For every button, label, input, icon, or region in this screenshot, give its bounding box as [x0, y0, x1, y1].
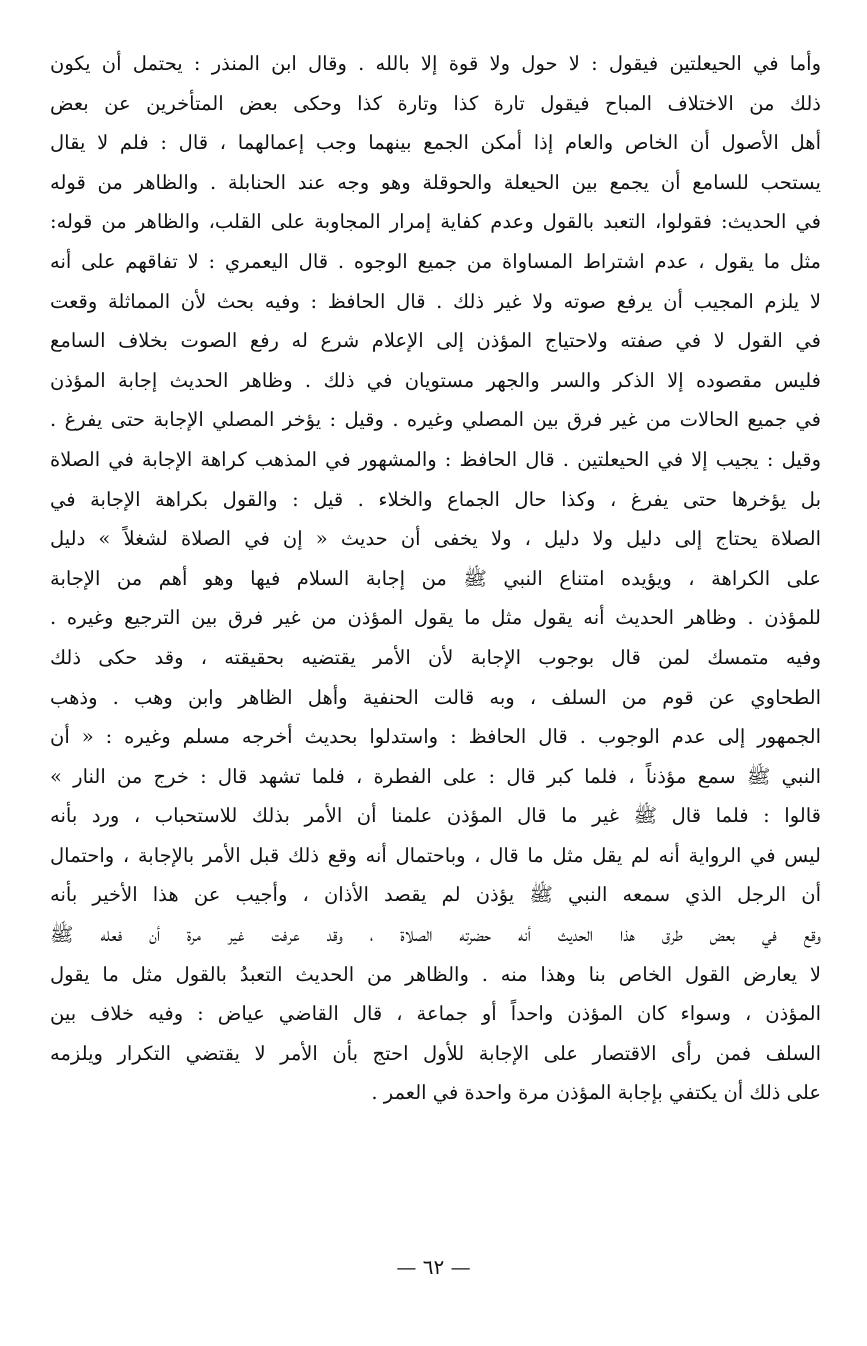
text-line: للمؤذن . وظاهر الحديث أنه يقول مثل ما يقول المؤذن من غير فرق بين الترجيع وغيره . [50, 606, 821, 630]
text-line: لا يعارض القول الخاص بنا وهذا منه . والظاهر من الحديث التعبدُ بالقول مثل ما يقول [50, 962, 821, 986]
text-line: الطحاوي عن قوم من السلف ، وبه قالت الحنفية وأهل الظاهر وابن وهب . وذهب [50, 685, 821, 709]
text-line: أن الرجل الذي سمعه النبي ﷺ يؤذن لم يقصد الأذان ، وأجيب عن هذا الأخير بأنه [50, 883, 821, 907]
text-line: لا يلزم المجيب أن يرفع صوته ولا غير ذلك . قال الحافظ : وفيه بحث لأن المماثلة وقعت [50, 289, 821, 313]
body-text [50, 44, 821, 1113]
text-line: السلف فمن رأى الاقتصار على الإجابة للأول احتج بأن الأمر لا يقتضي التكرار ويلزمه [50, 1041, 821, 1065]
text-line: الصلاة يحتاج إلى دليل ولا دليل ، ولا يخفى أن حديث « إن في الصلاة لشغلاً » دليل [50, 527, 821, 551]
text-line: وفيه متمسك لمن قال بوجوب الإجابة لأن الأمر يقتضيه بحقيقته ، وقد حكى ذلك [50, 645, 821, 669]
text-line: مثل ما يقول ، عدم اشتراط المساواة من جميع الوجوه . قال اليعمري : لا تفاقهم على أنه [50, 249, 821, 273]
text-line: الجمهور إلى عدم الوجوب . قال الحافظ : واستدلوا بحديث أخرجه مسلم وغيره : « أن [50, 725, 821, 749]
text-line: ذلك من الاختلاف المباح فيقول تارة كذا وتارة كذا وحكى بعض المتأخرين عن بعض [50, 91, 821, 115]
text-line: يستحب للسامع أن يجمع بين الحيعلة والحوقلة وهو وجه عند الحنابلة . والظاهر من قوله [50, 170, 821, 194]
text-line: وقع في بعض طرق هذا الحديث أنه حضرته الصلاة ، وقد عرفت غير مرة أن فعله ﷺ [50, 923, 821, 947]
text-line: وأما في الحيعلتين فيقول : لا حول ولا قوة إلا بالله . وقال ابن المنذر : يحتمل أن يكون [50, 52, 821, 75]
text-line: فليس مقصوده إلا الذكر والسر والجهر مستويان في ذلك . وظاهر الحديث إجابة المؤذن [50, 368, 821, 392]
text-line: قالوا : فلما قال ﷺ غير ما قال المؤذن علمنا أن الأمر بذلك للاستحباب ، ورد بأنه [50, 804, 821, 828]
text-line: أهل الأصول أن الخاص والعام إذا أمكن الجمع بينهما وجب إعمالهما ، قال : فلم لا يقال [50, 131, 821, 155]
text-line: المؤذن ، وسواء كان المؤذن واحداً أو جماعة ، قال القاضي عياض : وفيه خلاف بين [50, 1002, 821, 1026]
text-line: بل يؤخرها حتى يفرغ ، وكذا حال الجماع والخلاء . قيل : والقول بكراهة الإجابة في [50, 487, 821, 511]
text-line: ليس في الرواية أنه لم يقل مثل ما قال ، وباحتمال أنه وقع ذلك قبل الأمر بالإجابة ، واحتمال [50, 843, 821, 867]
text-line: في القول لا في صفته ولاحتياج المؤذن إلى الإعلام شرع له رفع الصوت بخلاف السامع [50, 329, 821, 353]
text-line: وقيل : يجيب إلا في الحيعلتين . قال الحافظ : والمشهور في المذهب كراهة الإجابة في الصلاة [50, 447, 821, 471]
page-number: — ٦٢ — [396, 1255, 471, 1279]
text-line: على ذلك أن يكتفي بإجابة المؤذن مرة واحدة في العمر . [371, 1081, 821, 1105]
text-line: في جميع الحالات من غير فرق بين المصلي وغيره . وقيل : يؤخر المصلي الإجابة حتى يفرغ . [50, 408, 821, 432]
text-line: النبي ﷺ سمع مؤذناً ، فلما كبر قال : على الفطرة ، فلما تشهد قال : خرج من النار » [50, 764, 821, 788]
text-line: في الحديث: فقولوا، التعبد بالقول وعدم كفاية إمرار المجاوبة على القلب، والظاهر من قوله: [50, 210, 821, 234]
text-line: على الكراهة ، ويؤيده امتناع النبي ﷺ من إجابة السلام فيها وهو أهم من الإجابة [50, 566, 821, 590]
